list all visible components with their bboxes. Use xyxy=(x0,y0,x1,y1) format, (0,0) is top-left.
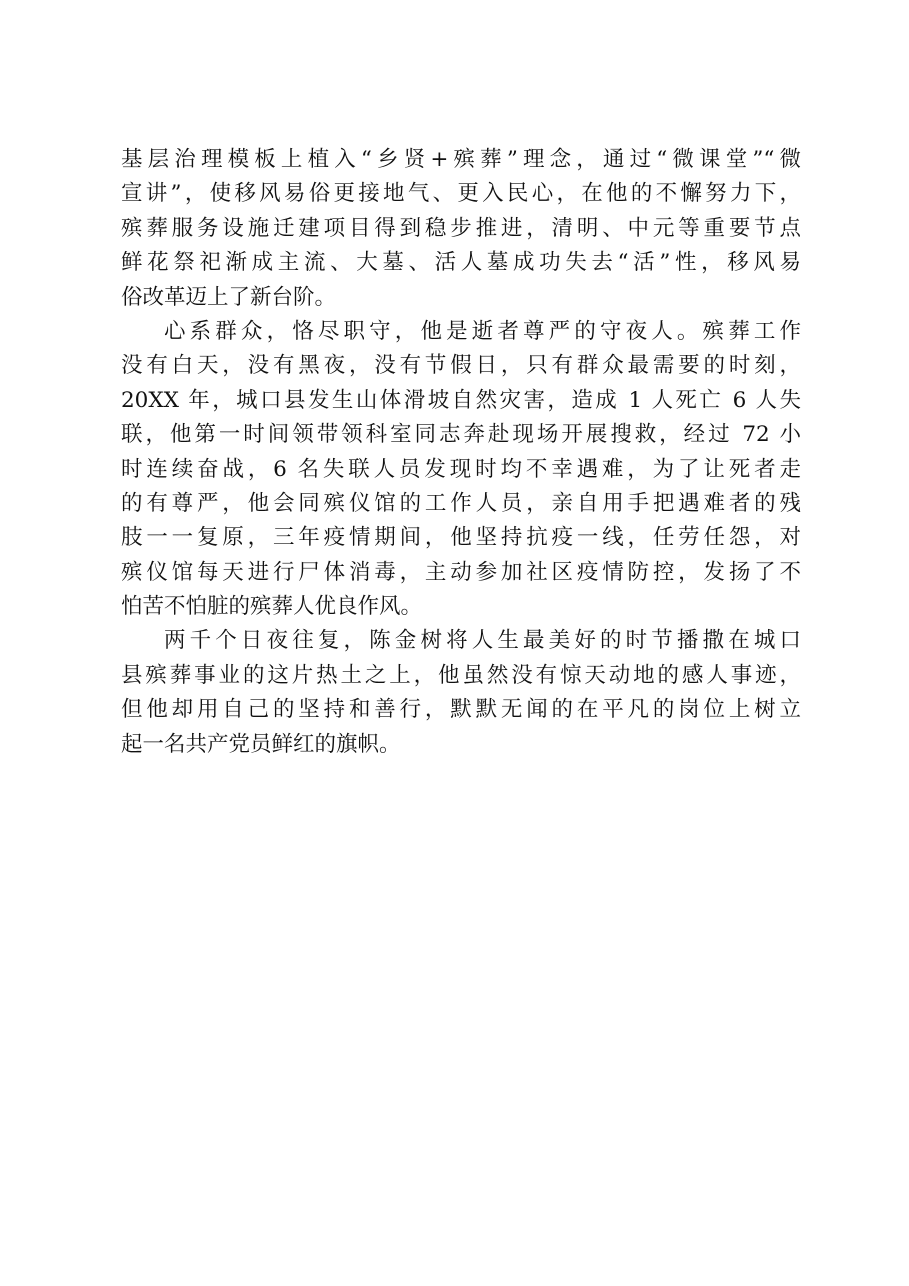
text-line: 俗改革迈上了新台阶。 xyxy=(121,284,337,310)
text-line: 的有尊严，他会同殡仪馆的工作人员，亲自用手把遇难者的残 xyxy=(121,490,801,516)
text-line: 心系群众，恪尽职守，他是逝者尊严的守夜人。殡葬工作 xyxy=(164,318,801,344)
text-line: 殡仪馆每天进行尸体消毒，主动参加社区疫情防控，发扬了不 xyxy=(121,559,801,585)
text-line: 县殡葬事业的这片热土之上，他虽然没有惊天动地的感人事迹， xyxy=(121,662,801,688)
text-line: 基层治理模板上植入“乡贤+殡葬”理念，通过“微课堂”“微 xyxy=(121,147,801,172)
text-line: 殡葬服务设施迁建项目得到稳步推进，清明、中元等重要节点 xyxy=(121,215,801,241)
text-line: 两千个日夜往复，陈金树将人生最美好的时节播撒在城口 xyxy=(164,628,801,654)
text-line: 起一名共产党员鲜红的旗帜。 xyxy=(121,731,401,757)
paragraph-1 xyxy=(121,143,801,315)
text-line: 联，他第一时间领带领科室同志奔赴现场开展搜救，经过 72 小 xyxy=(121,422,801,448)
text-line: 怕苦不怕脏的殡葬人优良作风。 xyxy=(121,594,423,620)
document-body xyxy=(121,143,801,762)
text-line: 20XX 年，城口县发生山体滑坡自然灾害，造成 1 人死亡 6 人失 xyxy=(121,387,801,413)
text-line: 时连续奋战，6 名失联人员发现时均不幸遇难，为了让死者走 xyxy=(121,456,801,482)
text-line: 宣讲”，使移风易俗更接地气、更入民心，在他的不懈努力下， xyxy=(121,181,801,207)
paragraph-3 xyxy=(121,624,801,762)
text-line: 鲜花祭祀渐成主流、大墓、活人墓成功失去“活”性，移风易 xyxy=(121,250,801,276)
text-line: 但他却用自己的坚持和善行，默默无闻的在平凡的岗位上树立 xyxy=(121,697,801,723)
text-line: 没有白天，没有黑夜，没有节假日，只有群众最需要的时刻， xyxy=(121,353,801,379)
paragraph-2 xyxy=(121,315,801,625)
text-line: 肢一一复原，三年疫情期间，他坚持抗疫一线，任劳任怨，对 xyxy=(121,525,801,551)
